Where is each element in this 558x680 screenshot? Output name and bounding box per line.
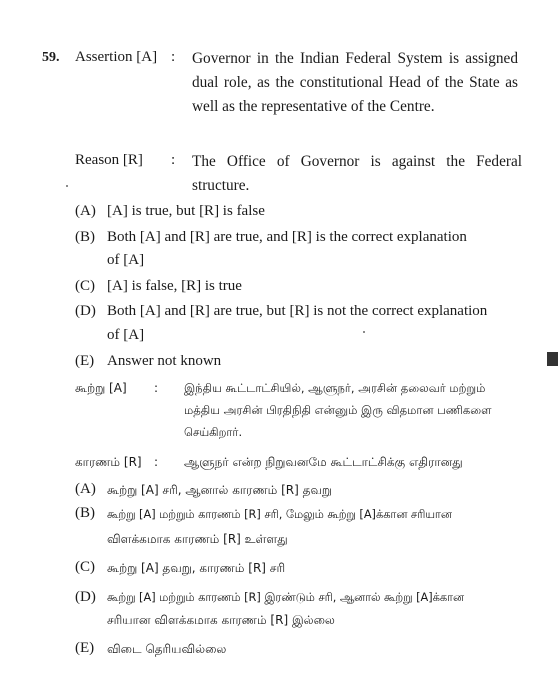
assertion-text: Governor in the Indian Federal System is assigned dual role, as the constitutional Head of the State as well as the representative of the Centre. (192, 50, 518, 115)
tamil-option-d-key: (D) (75, 589, 96, 605)
question-number: 59. (42, 50, 60, 65)
tamil-option-c-key: (C) (75, 559, 95, 575)
scan-speck (363, 331, 365, 333)
assertion-colon: : (171, 49, 176, 65)
tamil-option-b-text: கூற்று [A] மற்றும் காரணம் [R] சரி, மேலும் கூற்று [A]க்கான சரியான (107, 508, 452, 521)
tamil-assertion-label: கூற்று [A] (75, 381, 127, 395)
option-d-text: Both [A] and [R] are true, but [R] is not the correct explanation (107, 303, 488, 319)
scan-speck (66, 185, 68, 187)
tamil-assertion-colon: : (154, 381, 159, 395)
tamil-option-a-key: (A) (75, 481, 96, 497)
option-d-text-cont: of [A] (107, 327, 145, 343)
option-d-key: (D) (75, 303, 96, 319)
option-b-text-cont: of [A] (107, 252, 145, 268)
tamil-option-c-text: கூற்று [A] தவறு, காரணம் [R] சரி (107, 561, 286, 575)
tamil-reason-label: காரணம் [R] (75, 455, 142, 469)
option-a-text: [A] is true, but [R] is false (107, 203, 265, 219)
page-edge-mark (547, 352, 558, 366)
option-c-text: [A] is false, [R] is true (107, 278, 242, 294)
tamil-option-a-text: கூற்று [A] சரி, ஆனால் காரணம் [R] தவறு (107, 483, 332, 497)
option-e-key: (E) (75, 353, 95, 369)
tamil-option-b-key: (B) (75, 505, 95, 521)
assertion-label: Assertion [A] (75, 49, 158, 65)
reason-colon: : (171, 152, 176, 168)
reason-text: The Office of Governor is against the Federal structure. (192, 153, 522, 194)
option-e-text: Answer not known (107, 353, 222, 369)
tamil-option-d-text: கூற்று [A] மற்றும் காரணம் [R] இரண்டும் சரி, ஆனால் கூற்று [A]க்கான (107, 591, 464, 604)
tamil-assertion-line1: இந்திய கூட்டாட்சியில், ஆளுநர், அரசின் தலைவர் மற்றும் (184, 381, 486, 395)
option-b-key: (B) (75, 229, 95, 245)
tamil-option-e-key: (E) (75, 640, 95, 656)
reason-label: Reason [R] (75, 152, 143, 168)
tamil-option-e-text: விடை தெரியவில்லை (107, 642, 227, 656)
option-b-text: Both [A] and [R] are true, and [R] is the correct explanation (107, 229, 467, 245)
option-c-key: (C) (75, 278, 95, 294)
tamil-option-d-text-cont: சரியான விளக்கமாக காரணம் [R] இல்லை (107, 613, 335, 627)
tamil-assertion-line3: செய்கிறார். (184, 425, 243, 439)
tamil-reason-colon: : (154, 455, 159, 469)
tamil-reason-text: ஆளுநர் என்ற நிறுவனமே கூட்டாட்சிக்கு எதிரானது (184, 455, 463, 469)
option-a-key: (A) (75, 203, 96, 219)
tamil-option-b-text-cont: விளக்கமாக காரணம் [R] உள்ளது (107, 532, 288, 546)
tamil-assertion-line2: மத்திய அரசின் பிரதிநிதி என்னும் இரு விதமான பணிகளை (184, 403, 492, 417)
